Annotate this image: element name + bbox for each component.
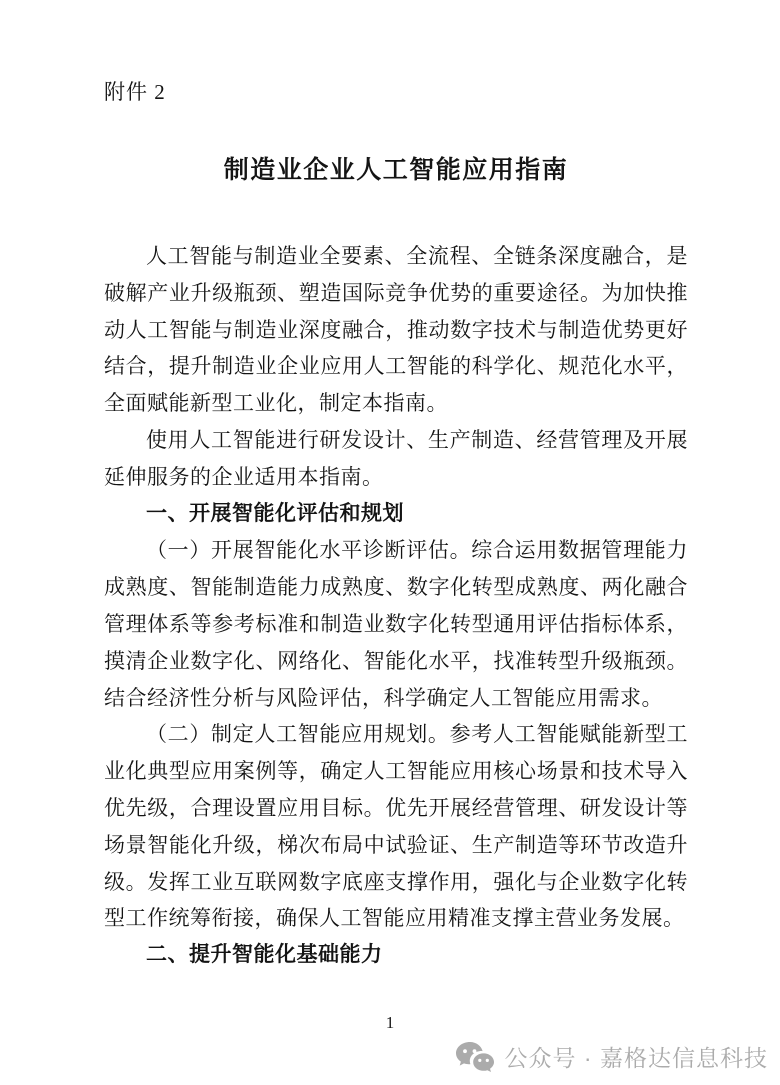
watermark — [455, 1040, 768, 1073]
wechat-icon — [455, 1041, 495, 1073]
paragraph-scope: 使用人工智能进行研发设计、生产制造、经营管理及开展延伸服务的企业适用本指南。 — [104, 427, 688, 489]
page-number: 1 — [385, 1013, 395, 1032]
watermark-text: 公众号 · 嘉格达信息科技 — [504, 1045, 768, 1071]
document-title: 制造业企业人工智能应用指南 — [223, 157, 569, 184]
paragraph-item-1: （一）开展智能化水平诊断评估。综合运用数据管理能力成熟度、智能制造能力成熟度、数字化转型成熟度、两化融合管理体系等参考标准和制造业数字化转型通用评估指标体系，摸清企业数字化、网络化、智能化水平，找准转型升级瓶颈。结合经济性分析与风险评估，科学确定人工智能应用需求。 — [104, 538, 688, 710]
section-heading-1: 一、开展智能化评估和规划 — [146, 501, 404, 525]
paragraph-item-2: （二）制定人工智能应用规划。参考人工智能赋能新型工业化典型应用案例等，确定人工智能应用核心场景和技术导入优先级，合理设置应用目标。优先开展经营管理、研发设计等场景智能化升级，梯次布局中试验证、生产制造等环节改造升级。发挥工业互联网数字底座支撑作用，强化与企业数字化转型工作统筹衔接，确保人工智能应用精准支撑主营业务发展。 — [104, 722, 688, 931]
section-heading-2: 二、提升智能化基础能力 — [146, 943, 383, 967]
document-content — [104, 76, 688, 974]
attachment-label: 附件 2 — [104, 80, 166, 104]
paragraph-intro: 人工智能与制造业全要素、全流程、全链条深度融合，是破解产业升级瓶颈、塑造国际竞争优势的重要途径。为加快推动人工智能与制造业深度融合，推动数字技术与制造优势更好结合，提升制造业企业应用人工智能的科学化、规范化水平，全面赋能新型工业化，制定本指南。 — [104, 244, 688, 416]
